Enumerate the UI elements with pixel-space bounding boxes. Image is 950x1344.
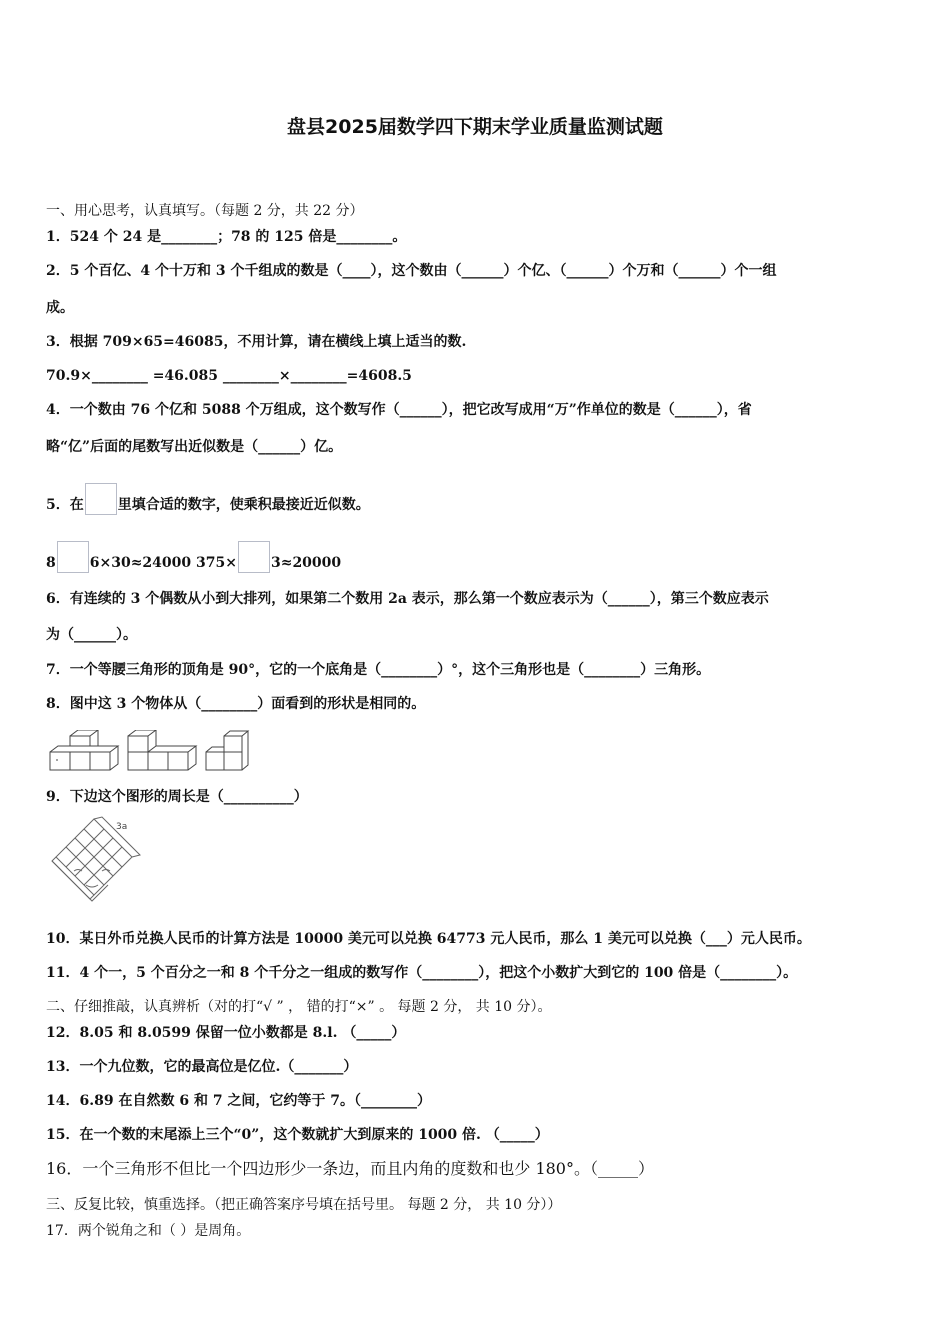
- section-1-heading: 一、用心思考，认真填写。（每题 2 分，共 22 分）: [46, 203, 364, 219]
- question-3-line-1: 3．根据 709×65=46085，不用计算，请在横线上填上适当的数.: [46, 334, 467, 350]
- section-2-heading: 二、仔细推敲，认真辨析（对的打“√ ” ， 错的打“×” 。 每题 2 分， 共 10 分）。: [46, 999, 552, 1015]
- question-16: 16．一个三角形不但比一个四边形少一条边，而且内角的度数和也少 180°。（_____）: [46, 1159, 654, 1178]
- question-6-line-1: 6．有连续的 3 个偶数从小到大排列，如果第二个数用 2a 表示，那么第一个数应表示为（______），第三个数应表示: [46, 591, 769, 607]
- question-4-line-2: 略“亿”后面的尾数写出近似数是（______）亿。: [46, 439, 343, 455]
- question-5-line-1: [46, 483, 370, 515]
- perimeter-figure: [46, 815, 146, 920]
- question-12: 12．8.05 和 8.0599 保留一位小数都是 8.l. （_____）: [46, 1025, 406, 1041]
- question-11: 11．4 个一，5 个百分之一和 8 个千分之一组成的数写作（________），把这个小数扩大到它的 100 倍是（________）。: [46, 965, 798, 981]
- question-5-prefix: 5．在: [46, 497, 84, 513]
- question-14: 14．6.89 在自然数 6 和 7 之间，它约等于 7。（________）: [46, 1093, 432, 1109]
- question-5-part-3: 3≈20000: [270, 555, 342, 571]
- question-17: 17．两个锐角之和（ ）是周角。: [46, 1223, 251, 1239]
- cube-object-2: [128, 730, 196, 770]
- section-3-heading: 三、反复比较，慎重选择。（把正确答案序号填在括号里。 每题 2 分， 共 10 分））: [46, 1197, 562, 1213]
- question-3-line-2: 70.9×________ =46.085 ________×________=4608.5: [46, 368, 412, 384]
- answer-box[interactable]: [57, 541, 89, 573]
- cube-object-3: [206, 731, 248, 770]
- question-2-line-1: 2．5 个百亿、4 个十万和 3 个千组成的数是（____），这个数由（______）个亿、（______）个万和（______）个一组: [46, 263, 777, 279]
- question-4-line-1: 4．一个数由 76 个亿和 5088 个万组成，这个数写作（______），把它改写成用“万”作单位的数是（______），省: [46, 402, 752, 418]
- answer-box[interactable]: [85, 483, 117, 515]
- page-title: 盘县2025届数学四下期末学业质量监测试题: [287, 116, 663, 138]
- cube-object-1: [50, 730, 118, 770]
- question-6-line-2: 为（______）。: [46, 627, 137, 643]
- question-8: 8．图中这 3 个物体从（________）面看到的形状是相同的。: [46, 696, 426, 712]
- question-5-part-1: 8: [46, 555, 56, 571]
- question-9: 9．下边这个图形的周长是（__________）: [46, 789, 308, 805]
- question-13: 13．一个九位数，它的最高位是亿位.（_______）: [46, 1059, 358, 1075]
- question-5-line-2: [46, 541, 341, 573]
- question-10: 10．某日外币兑换人民币的计算方法是 10000 美元可以兑换 64773 元人民币，那么 1 美元可以兑换（___）元人民币。: [46, 931, 811, 947]
- question-5-part-2: 6×30≈24000 375×: [89, 555, 237, 571]
- cube-objects-figure: [46, 730, 256, 776]
- question-15: 15．在一个数的末尾添上三个“0”，这个数就扩大到原来的 1000 倍. （_____）: [46, 1127, 549, 1143]
- answer-box[interactable]: [238, 541, 270, 573]
- dimension-label: 3a: [116, 822, 128, 832]
- question-5-suffix: 里填合适的数字，使乘积最接近近似数。: [117, 497, 370, 513]
- question-2-line-2: 成。: [46, 300, 74, 316]
- question-7: 7．一个等腰三角形的顶角是 90°，它的一个底角是（________）°，这个三角形也是（________）三角形。: [46, 662, 711, 678]
- question-1: 1．524 个 24 是________；78 的 125 倍是________。: [46, 229, 407, 245]
